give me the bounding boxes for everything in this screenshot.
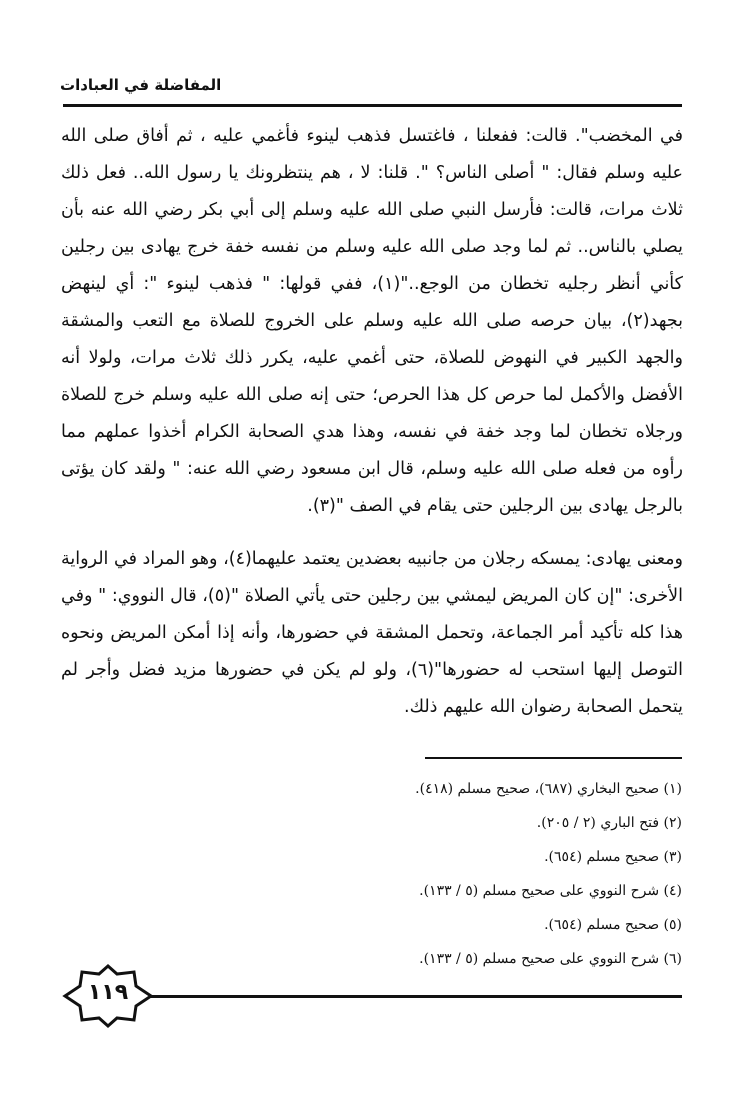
footnote-6: (٦) شرح النووي على صحيح مسلم (٥ / ١٣٣). — [419, 951, 682, 967]
header-rule — [63, 104, 682, 107]
body-paragraph-1: في المخضب". قالت: ففعلنا ، فاغتسل فذهب لينوء فأغمي عليه ، ثم أفاق صلى الله عليه وسلم فقال: " أصلى الناس؟ ". قلنا: لا ، هم ينتظرونك يا رسول الله.. فعل ذلك ثلاث مرات، قالت: فأرسل النبي صلى الله عليه وسلم إلى أبي بكر رضي الله عنه بأن يصلي بالناس.. ثم لما وجد صلى الله عليه وسلم من نفسه خفة خرج يهادى بين رجلين كأني أنظر رجليه تخطان من الوجع.."(١)، ففي قولها: " فذهب لينوء ": أي لينهض بجهد(٢)، بيان حرصه صلى الله عليه وسلم على الخروج للصلاة مع التعب والمشقة والجهد الكبير في النهوض للصلاة، حتى أغمي عليه، يكرر ذلك ثلاث مرات، ولولا أنه الأفضل والأكمل لما حرص كل هذا الحرص؛ حتى إنه صلى الله عليه وسلم خرج للصلاة ورجلاه تخطان لما وجد خفة في نفسه، وهذا هدي الصحابة الكرام أخذوا عملهم مما رأوه من فعله صلى الله عليه وسلم، قال ابن مسعود رضي الله عنه: " ولقد كان يؤتى بالرجل يهادى بين الرجلين حتى يقام في الصف "(٣). — [61, 126, 683, 516]
footnote-separator — [425, 757, 682, 759]
footnotes-list — [60, 772, 682, 976]
footnote-4: (٤) شرح النووي على صحيح مسلم (٥ / ١٣٣). — [419, 883, 682, 899]
footnote-3: (٣) صحيح مسلم (٦٥٤). — [544, 849, 682, 865]
footnote-1: (١) صحيح البخاري (٦٨٧)، صحيح مسلم (٤١٨). — [415, 781, 682, 797]
footnote-2: (٢) فتح الباري (٢ / ٢٠٥). — [536, 815, 682, 831]
body-text — [61, 118, 683, 726]
footnote-5: (٥) صحيح مسلم (٦٥٤). — [544, 917, 682, 933]
page-number: ١١٩ — [87, 980, 129, 1005]
footer-rule — [150, 995, 682, 998]
body-paragraph-2: ومعنى يهادى: يمسكه رجلان من جانبيه بعضدين يعتمد عليهما(٤)، وهو المراد في الرواية الأخرى: "إن كان المريض ليمشي بين رجلين حتى يأتي الصلاة "(٥)، قال النووي: " وفي هذا كله تأكيد أمر الجماعة، وتحمل المشقة في حضورها، وأنه إذا أمكن المريض ونحوه التوصل إليها استحب له حضورها"(٦)، ولو لم يكن في حضورها مزيد فضل وأجر لم يتحمل الصحابة رضوان الله عليهم ذلك. — [61, 549, 683, 717]
running-header-title: المفاضلة في العبادات — [60, 76, 222, 94]
